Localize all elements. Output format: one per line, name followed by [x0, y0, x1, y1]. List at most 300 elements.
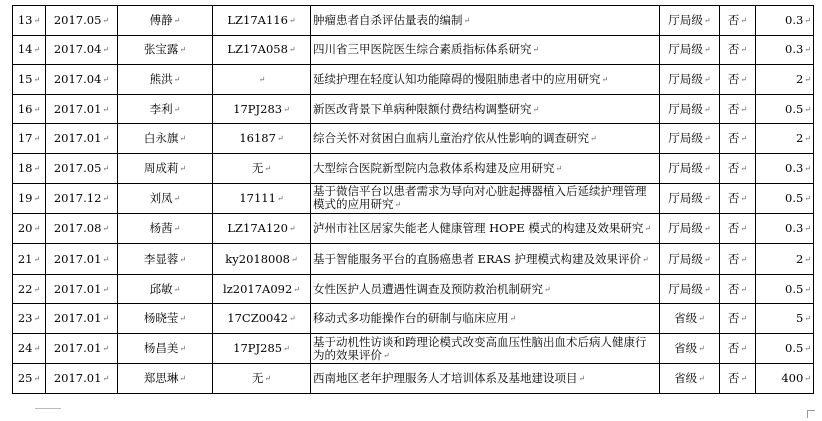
cell-date-text: 2017.04 — [53, 42, 102, 57]
cell-date-text: 2017.01 — [53, 371, 102, 386]
cell-project-code-text: 16187 — [239, 131, 276, 146]
cell-date — [46, 124, 118, 154]
cell-person-name-text: 周成莉 — [143, 160, 179, 175]
cell-person-name — [118, 274, 213, 304]
cell-project-code — [213, 304, 311, 334]
cell-date-text: 2017.05 — [53, 160, 102, 175]
cell-level — [660, 364, 720, 394]
cell-date-text: 2017.01 — [53, 101, 102, 116]
paragraph-mark-icon: ↵ — [703, 134, 711, 144]
cell-date-text: 2017.01 — [53, 131, 102, 146]
cell-date — [46, 94, 118, 124]
cell-amount — [756, 6, 814, 36]
paragraph-mark-icon: ↵ — [179, 163, 187, 173]
paragraph-mark-icon: ↵ — [804, 74, 811, 84]
cell-amount-text: 400 — [781, 371, 804, 386]
cell-date-text: 2017.04 — [53, 71, 102, 86]
paragraph-mark-icon: ↵ — [703, 224, 711, 234]
paragraph-mark-icon: ↵ — [173, 193, 181, 203]
cell-project-title — [311, 94, 660, 124]
cell-level-text: 厅局级 — [668, 190, 703, 205]
paragraph-mark-icon: ↵ — [102, 74, 110, 84]
cell-number-text: 20 — [17, 221, 33, 236]
paragraph-mark-icon: ↵ — [276, 193, 284, 203]
paragraph-mark-icon: ↵ — [740, 254, 748, 264]
cell-level — [660, 153, 720, 183]
cell-person-name — [118, 35, 213, 65]
cell-flag — [720, 124, 756, 154]
cell-flag-text: 否 — [727, 371, 740, 386]
paragraph-mark-icon: ↵ — [102, 15, 110, 25]
paragraph-mark-icon: ↵ — [33, 104, 41, 114]
cell-project-code — [213, 274, 311, 304]
cell-project-code-text: LZ17A120 — [227, 221, 288, 236]
paragraph-mark-icon: ↵ — [740, 344, 748, 354]
cell-person-name — [118, 6, 213, 36]
cell-number — [13, 94, 46, 124]
paragraph-mark-icon: ↵ — [179, 45, 187, 55]
paragraph-mark-icon: ↵ — [509, 314, 517, 324]
paragraph-mark-icon: ↵ — [578, 374, 586, 384]
cell-level — [660, 333, 720, 363]
paragraph-mark-icon: ↵ — [33, 374, 41, 384]
cell-level-text: 省级 — [674, 371, 698, 386]
paragraph-mark-icon: ↵ — [102, 344, 110, 354]
cell-person-name — [118, 244, 213, 274]
cell-level — [660, 304, 720, 334]
cell-project-title — [311, 65, 660, 95]
paragraph-mark-icon: ↵ — [804, 193, 811, 203]
cell-person-name — [118, 65, 213, 95]
cell-date — [46, 65, 118, 95]
paragraph-mark-icon: ↵ — [289, 314, 296, 324]
cell-amount-text: 0.3 — [785, 12, 804, 27]
cell-person-name — [118, 364, 213, 394]
paragraph-mark-icon: ↵ — [173, 224, 181, 234]
cell-level-text: 厅局级 — [668, 71, 703, 86]
paragraph-mark-icon: ↵ — [740, 163, 748, 173]
cell-date — [46, 6, 118, 36]
paragraph-mark-icon: ↵ — [33, 134, 41, 144]
cell-person-name — [118, 153, 213, 183]
paragraph-mark-icon: ↵ — [804, 374, 811, 384]
cell-project-title-text: 新医改背景下单病种限额付费结构调整研究 — [313, 101, 532, 116]
paragraph-mark-icon: ↵ — [703, 284, 711, 294]
paragraph-mark-icon: ↵ — [740, 74, 748, 84]
cell-amount-text: 0.5 — [785, 281, 804, 296]
cell-amount — [756, 124, 814, 154]
paragraph-mark-icon: ↵ — [394, 200, 402, 210]
cell-amount — [756, 65, 814, 95]
paragraph-mark-icon: ↵ — [33, 193, 41, 203]
cell-project-code-text: 17CZ0042 — [227, 311, 288, 326]
cell-amount — [756, 274, 814, 304]
cell-flag — [720, 65, 756, 95]
cell-date-text: 2017.01 — [53, 251, 102, 266]
paragraph-mark-icon: ↵ — [698, 344, 705, 354]
paragraph-mark-icon: ↵ — [33, 284, 41, 294]
paragraph-mark-icon: ↵ — [698, 374, 705, 384]
paragraph-mark-icon: ↵ — [179, 134, 187, 144]
footer-divider — [35, 408, 61, 409]
paragraph-mark-icon: ↵ — [33, 344, 41, 354]
cell-project-title — [311, 6, 660, 36]
cell-project-title-text: 移动式多功能操作台的研制与临床应用 — [313, 311, 509, 326]
cell-project-title — [311, 183, 660, 213]
cell-date — [46, 153, 118, 183]
project-table-body — [13, 6, 814, 394]
cell-flag-text: 否 — [727, 281, 740, 296]
table-row — [13, 213, 814, 243]
cell-project-title — [311, 274, 660, 304]
cell-project-title-text: 大型综合医院新型院内急救体系构建及应用研究 — [313, 160, 555, 175]
paragraph-mark-icon: ↵ — [33, 74, 41, 84]
paragraph-mark-icon: ↵ — [740, 15, 748, 25]
paragraph-mark-icon: ↵ — [173, 284, 181, 294]
cell-number-text: 22 — [17, 281, 33, 296]
paragraph-mark-icon: ↵ — [290, 254, 298, 264]
cell-date — [46, 333, 118, 363]
paragraph-mark-icon: ↵ — [804, 45, 811, 55]
cell-level — [660, 213, 720, 243]
cell-number-text: 14 — [17, 42, 33, 57]
cell-flag — [720, 244, 756, 274]
cell-project-code — [213, 124, 311, 154]
table-row — [13, 364, 814, 394]
cell-project-title — [311, 213, 660, 243]
paragraph-mark-icon: ↵ — [644, 224, 652, 234]
table-row — [13, 65, 814, 95]
cell-level-text: 厅局级 — [668, 160, 703, 175]
cell-project-title-text: 肿瘤患者自杀评估量表的编制 — [313, 12, 463, 27]
cell-project-code-text: 17111 — [239, 190, 276, 205]
table-row — [13, 333, 814, 363]
cell-number — [13, 333, 46, 363]
cell-date — [46, 364, 118, 394]
paragraph-mark-icon: ↵ — [33, 15, 41, 25]
paragraph-mark-icon: ↵ — [804, 254, 811, 264]
cell-project-code — [213, 364, 311, 394]
paragraph-mark-icon: ↵ — [804, 163, 811, 173]
paragraph-mark-icon: ↵ — [698, 314, 705, 324]
cell-flag-text: 否 — [727, 131, 740, 146]
paragraph-mark-icon: ↵ — [173, 104, 181, 114]
cell-level — [660, 65, 720, 95]
paragraph-mark-icon: ↵ — [740, 134, 748, 144]
paragraph-mark-icon: ↵ — [288, 45, 296, 55]
cell-project-title-text: 基于动机性访谈和跨理论模式改变高血压性脑出血术后病人健康行为的效果评价 — [313, 334, 647, 362]
cell-level-text: 省级 — [674, 341, 698, 356]
paragraph-mark-icon: ↵ — [740, 314, 748, 324]
cell-flag — [720, 213, 756, 243]
table-row — [13, 244, 814, 274]
paragraph-mark-icon: ↵ — [33, 254, 41, 264]
cell-date — [46, 274, 118, 304]
cell-project-title — [311, 364, 660, 394]
cell-number — [13, 244, 46, 274]
cell-flag — [720, 304, 756, 334]
cell-project-title-text: 综合关怀对贫困白血病儿童治疗依从性影响的调查研究 — [313, 131, 589, 146]
cell-project-code-text: LZ17A116 — [227, 12, 288, 27]
cell-number — [13, 65, 46, 95]
cell-person-name-text: 李利 — [149, 101, 173, 116]
cell-person-name-text: 傅静 — [149, 12, 173, 27]
paragraph-mark-icon: ↵ — [532, 104, 540, 114]
cell-person-name-text: 邱敏 — [149, 281, 173, 296]
cell-project-title-text: 基于微信平台以患者需求为导向对心脏起搏器植入后延续护理管理模式的应用研究 — [313, 184, 647, 212]
cell-project-code-text: lz2017A092 — [223, 281, 293, 296]
cell-amount-text: 0.3 — [785, 160, 804, 175]
paragraph-mark-icon: ↵ — [555, 163, 563, 173]
cell-number — [13, 124, 46, 154]
cell-project-title-text: 基于智能服务平台的直肠癌患者 ERAS 护理模式构建及效果评价 — [313, 251, 642, 266]
cell-project-code-text: 17PJ283 — [233, 101, 283, 116]
cell-amount — [756, 244, 814, 274]
cell-flag — [720, 6, 756, 36]
paragraph-mark-icon: ↵ — [703, 74, 711, 84]
cell-level — [660, 124, 720, 154]
paragraph-mark-icon: ↵ — [703, 104, 711, 114]
paragraph-mark-icon: ↵ — [703, 45, 711, 55]
paragraph-mark-icon: ↵ — [740, 193, 748, 203]
cell-level-text: 厅局级 — [668, 101, 703, 116]
cell-number-text: 16 — [17, 101, 33, 116]
paragraph-mark-icon: ↵ — [33, 45, 41, 55]
paragraph-mark-icon: ↵ — [463, 15, 471, 25]
cell-level-text: 厅局级 — [668, 131, 703, 146]
cell-flag — [720, 94, 756, 124]
cell-number — [13, 183, 46, 213]
cell-amount — [756, 153, 814, 183]
paragraph-mark-icon: ↵ — [804, 134, 811, 144]
cell-project-title-text: 四川省三甲医院医生综合素质指标体系研究 — [313, 42, 532, 57]
cell-project-code-text: ky2018008 — [225, 251, 290, 266]
cell-project-code — [213, 333, 311, 363]
cell-number — [13, 364, 46, 394]
cell-project-title — [311, 304, 660, 334]
table-row — [13, 6, 814, 36]
table-row — [13, 124, 814, 154]
cell-project-title-text: 泸州市社区居家失能老人健康管理 HOPE 模式的构建及效果研究 — [313, 221, 644, 236]
cell-person-name — [118, 183, 213, 213]
cell-project-title — [311, 333, 660, 363]
cell-project-title — [311, 35, 660, 65]
cell-level-text: 厅局级 — [668, 12, 703, 27]
cell-flag — [720, 35, 756, 65]
cell-project-code-text: 无 — [251, 160, 264, 175]
paragraph-mark-icon: ↵ — [804, 344, 811, 354]
cell-level-text: 厅局级 — [668, 281, 703, 296]
cell-flag-text: 否 — [727, 71, 740, 86]
cell-person-name-text: 杨晓莹 — [143, 311, 179, 326]
cell-number-text: 13 — [17, 12, 33, 27]
cell-amount-text: 5 — [795, 311, 804, 326]
cell-flag-text: 否 — [727, 190, 740, 205]
cell-amount-text: 0.5 — [785, 190, 804, 205]
cell-date-text: 2017.05 — [53, 12, 102, 27]
paragraph-mark-icon: ↵ — [173, 15, 181, 25]
paragraph-mark-icon: ↵ — [590, 134, 597, 144]
cell-project-title — [311, 153, 660, 183]
cell-date — [46, 35, 118, 65]
cell-flag-text: 否 — [727, 311, 740, 326]
paragraph-mark-icon: ↵ — [102, 134, 110, 144]
cell-flag-text: 否 — [727, 341, 740, 356]
cell-project-title-text: 女性医护人员遭遇性调查及预防救治机制研究 — [313, 281, 543, 296]
table-row — [13, 94, 814, 124]
table-row — [13, 153, 814, 183]
cell-amount-text: 0.5 — [785, 101, 804, 116]
cell-project-code-text: 无 — [251, 371, 264, 386]
cell-flag — [720, 153, 756, 183]
cell-level — [660, 183, 720, 213]
cell-person-name-text: 杨茜 — [149, 221, 173, 236]
paragraph-mark-icon: ↵ — [804, 15, 811, 25]
paragraph-mark-icon: ↵ — [804, 284, 811, 294]
cell-project-title — [311, 244, 660, 274]
paragraph-mark-icon: ↵ — [532, 45, 540, 55]
cell-person-name-text: 郑思琳 — [143, 371, 179, 386]
paragraph-mark-icon: ↵ — [179, 374, 187, 384]
paragraph-mark-icon: ↵ — [293, 284, 300, 294]
cell-number-text: 17 — [17, 131, 33, 146]
cell-project-title-text: 西南地区老年护理服务人才培训体系及基地建设项目 — [313, 371, 578, 386]
cell-project-code — [213, 213, 311, 243]
cell-flag-text: 否 — [727, 160, 740, 175]
cell-level — [660, 35, 720, 65]
paragraph-mark-icon: ↵ — [179, 314, 187, 324]
table-row — [13, 183, 814, 213]
cell-date — [46, 304, 118, 334]
paragraph-mark-icon: ↵ — [740, 284, 748, 294]
cell-project-code — [213, 6, 311, 36]
paragraph-mark-icon: ↵ — [102, 45, 110, 55]
paragraph-mark-icon: ↵ — [601, 74, 609, 84]
cell-number — [13, 274, 46, 304]
cell-person-name-text: 白永旗 — [143, 131, 179, 146]
cell-person-name — [118, 124, 213, 154]
cell-amount-text: 2 — [795, 131, 804, 146]
paragraph-mark-icon: ↵ — [283, 344, 290, 354]
paragraph-mark-icon: ↵ — [264, 163, 272, 173]
paragraph-mark-icon: ↵ — [102, 284, 110, 294]
cell-number-text: 25 — [17, 371, 33, 386]
cell-date-text: 2017.08 — [53, 221, 102, 236]
cell-number — [13, 6, 46, 36]
paragraph-mark-icon: ↵ — [740, 104, 748, 114]
cell-level-text: 厅局级 — [668, 42, 703, 57]
cell-number — [13, 213, 46, 243]
cell-date — [46, 183, 118, 213]
cell-level — [660, 274, 720, 304]
paragraph-mark-icon: ↵ — [804, 224, 811, 234]
paragraph-mark-icon: ↵ — [283, 104, 290, 114]
cell-flag — [720, 364, 756, 394]
paragraph-mark-icon: ↵ — [173, 74, 181, 84]
cell-level — [660, 6, 720, 36]
paragraph-mark-icon: ↵ — [740, 374, 748, 384]
paragraph-mark-icon: ↵ — [703, 254, 711, 264]
paragraph-mark-icon: ↵ — [102, 163, 110, 173]
cell-number-text: 18 — [17, 160, 33, 175]
paragraph-mark-icon: ↵ — [703, 193, 711, 203]
paragraph-mark-icon: ↵ — [102, 224, 110, 234]
cell-person-name — [118, 213, 213, 243]
cell-date-text: 2017.01 — [53, 311, 102, 326]
cell-project-title-text: 延续护理在轻度认知功能障碍的慢阻肺患者中的应用研究 — [313, 71, 601, 86]
paragraph-mark-icon: ↵ — [642, 254, 649, 264]
cell-date-text: 2017.12 — [53, 190, 102, 205]
cell-level-text: 省级 — [674, 311, 698, 326]
cell-amount — [756, 213, 814, 243]
paragraph-mark-icon: ↵ — [544, 284, 551, 294]
cell-number-text: 15 — [17, 71, 33, 86]
cell-amount — [756, 94, 814, 124]
cell-person-name-text: 李显蓉 — [143, 251, 179, 266]
cell-date-text: 2017.01 — [53, 341, 102, 356]
paragraph-mark-icon: ↵ — [703, 15, 711, 25]
paragraph-mark-icon: ↵ — [102, 314, 110, 324]
table-row — [13, 304, 814, 334]
cell-date — [46, 213, 118, 243]
cell-amount — [756, 304, 814, 334]
cell-amount — [756, 364, 814, 394]
cell-flag — [720, 183, 756, 213]
cell-number-text: 19 — [17, 190, 33, 205]
project-table — [12, 5, 814, 394]
cell-project-code — [213, 153, 311, 183]
cell-amount-text: 0.5 — [785, 341, 804, 356]
cell-flag-text: 否 — [727, 12, 740, 27]
cell-number-text: 21 — [17, 251, 33, 266]
paragraph-mark-icon: ↵ — [264, 374, 272, 384]
cell-amount — [756, 333, 814, 363]
paragraph-mark-icon: ↵ — [276, 134, 284, 144]
cell-amount — [756, 35, 814, 65]
cell-project-code — [213, 94, 311, 124]
cell-project-code-text: 17PJ285 — [233, 341, 283, 356]
page-corner-mark — [807, 410, 815, 418]
cell-number — [13, 35, 46, 65]
cell-flag-text: 否 — [727, 42, 740, 57]
cell-flag-text: 否 — [727, 221, 740, 236]
cell-number-text: 23 — [17, 311, 33, 326]
table-row — [13, 274, 814, 304]
paragraph-mark-icon: ↵ — [33, 314, 41, 324]
cell-date — [46, 244, 118, 274]
paragraph-mark-icon: ↵ — [102, 374, 110, 384]
cell-number — [13, 304, 46, 334]
cell-amount-text: 0.3 — [785, 221, 804, 236]
cell-project-code-text: LZ17A058 — [227, 42, 288, 57]
cell-number-text: 24 — [17, 341, 33, 356]
cell-person-name-text: 杨昌美 — [143, 341, 179, 356]
paragraph-mark-icon: ↵ — [33, 224, 41, 234]
cell-flag — [720, 333, 756, 363]
paragraph-mark-icon: ↵ — [258, 74, 266, 84]
paragraph-mark-icon: ↵ — [102, 254, 110, 264]
cell-person-name-text: 熊洪 — [149, 71, 173, 86]
cell-level-text: 厅局级 — [668, 251, 703, 266]
cell-project-code — [213, 65, 311, 95]
cell-amount-text: 2 — [795, 71, 804, 86]
cell-person-name-text: 张宝露 — [143, 42, 179, 57]
paragraph-mark-icon: ↵ — [288, 224, 296, 234]
cell-amount-text: 2 — [795, 251, 804, 266]
cell-person-name — [118, 304, 213, 334]
cell-person-name-text: 刘凤 — [149, 190, 173, 205]
cell-amount-text: 0.3 — [785, 42, 804, 57]
